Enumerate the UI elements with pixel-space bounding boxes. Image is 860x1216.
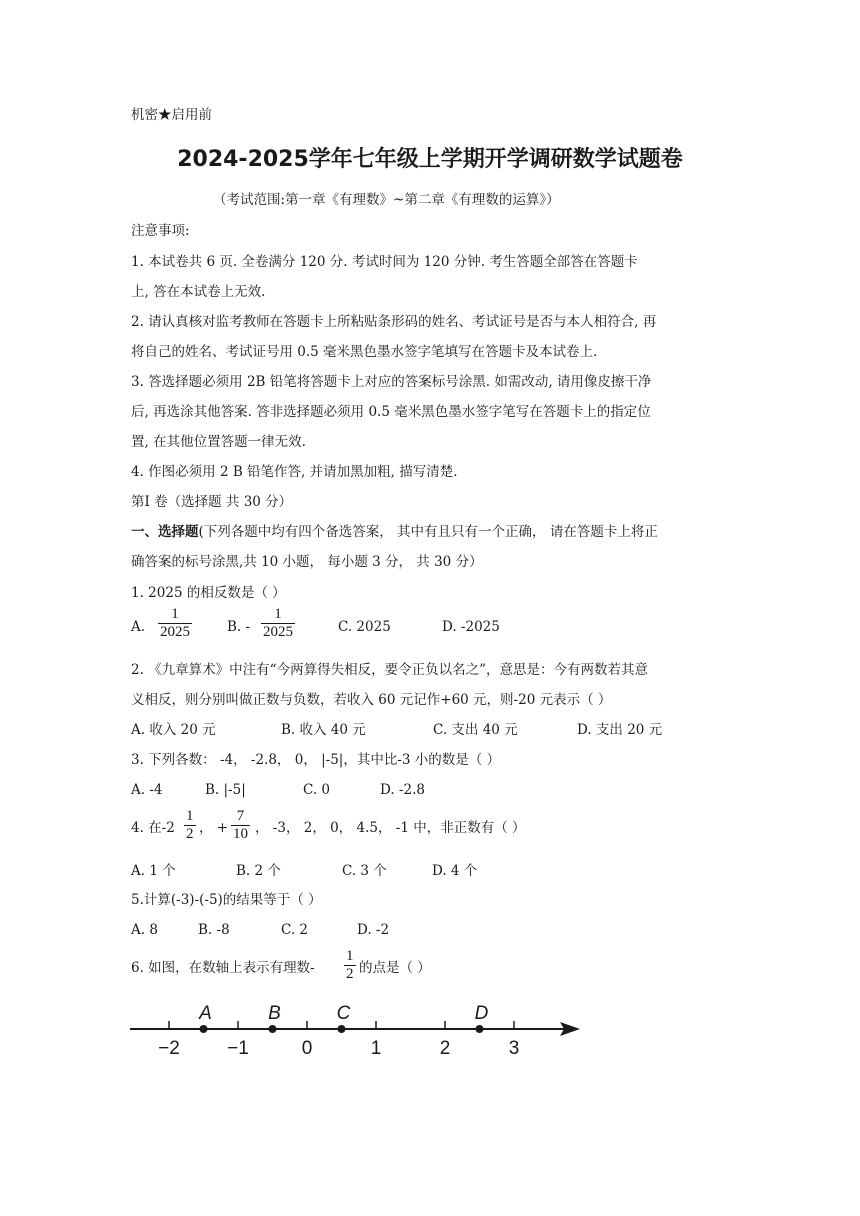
q3-option-a: A. -4	[131, 782, 163, 798]
note-3-line-2: 后, 再选涂其他答案. 答非选择题必须用 0.5 毫米黑色墨水签字笔写在答题卡上的指定位	[131, 404, 651, 420]
q2-stem-line-1: 2. 《九章算术》中注有“今两算得失相反，要令正负以名之”，意思是：今有两数若其意	[131, 662, 648, 678]
note-2-line-1: 2. 请认真核对监考教师在答题卡上所粘贴条形码的姓名、考试证号是否与本人相符合, 再	[131, 314, 657, 330]
note-3-line-3: 置, 在其他位置答题一律无效.	[131, 434, 306, 450]
q2-option-b: B. 收入 40 元	[281, 722, 366, 738]
point-D	[476, 1025, 484, 1033]
point-label-B: B	[268, 1003, 281, 1024]
section-1-title: 一、选择题	[131, 524, 199, 540]
tick-label-3: 3	[508, 1038, 520, 1059]
section-1-heading	[131, 522, 658, 542]
point-B	[269, 1025, 277, 1033]
part-1-heading: 第Ⅰ 卷（选择题 共 30 分）	[131, 494, 293, 510]
note-3-line-1: 3. 答选择题必须用 2B 铅笔将答题卡上对应的答案标号涂黑. 如需改动, 请用像皮擦干净	[131, 374, 652, 390]
q1-option-c: C. 2025	[338, 619, 391, 635]
q2-option-c: C. 支出 40 元	[433, 722, 518, 738]
q2-option-a: A. 收入 20 元	[131, 722, 216, 738]
q4-stem-suffix: ， -3， 2， 0， 4.5， -1 中，非正数有（ ）	[255, 820, 526, 836]
note-1-line-2: 上, 答在本试卷上无效.	[131, 284, 266, 300]
point-label-A: A	[199, 1003, 212, 1024]
point-C	[338, 1025, 346, 1033]
q5-option-d: D. -2	[357, 922, 390, 938]
section-1-instructions-line-2: 确答案的标号涂黑,共 10 小题， 每小题 3 分， 共 30 分）	[131, 554, 483, 570]
q4-option-c: C. 3 个	[342, 863, 387, 879]
q6-fraction: $\frac{1}{2}$	[346, 948, 354, 982]
confidential-mark: 机密★启用前	[131, 107, 212, 123]
q4-stem-prefix: 4. 在-2	[131, 820, 175, 836]
q1-option-d: D. -2025	[442, 619, 500, 635]
exam-scope: （考试范围:第一章《有理数》~第二章《有理数的运算》）	[213, 192, 560, 208]
number-line-figure	[125, 996, 585, 1062]
q6-stem-prefix: 6. 如图，在数轴上表示有理数-	[131, 960, 315, 976]
note-1-line-1: 1. 本试卷共 6 页. 全卷满分 120 分. 考试时间为 120 分钟. 考生答题全部答在答题卡	[131, 254, 638, 270]
tick-label-0: 0	[301, 1038, 313, 1059]
point-label-D: D	[474, 1003, 489, 1024]
point-label-C: C	[336, 1003, 351, 1024]
tick-label--1: −1	[227, 1038, 249, 1059]
q4-option-b: B. 2 个	[236, 863, 281, 879]
notes-heading: 注意事项:	[131, 223, 190, 239]
q6-stem-suffix: 的点是（ ）	[359, 960, 431, 976]
q4-option-a: A. 1 个	[131, 863, 176, 879]
q3-stem: 3. 下列各数： -4， -2.8， 0， |-5|，其中比-3 小的数是（ ）	[131, 752, 501, 768]
q3-option-c: C. 0	[303, 782, 331, 798]
q1-option-a-fraction: $\frac{1}{2025}$	[160, 606, 190, 640]
q3-option-b: B. |-5|	[205, 782, 246, 798]
tick-label--2: −2	[158, 1038, 180, 1059]
point-A	[200, 1025, 208, 1033]
q1-stem: 1. 2025 的相反数是（ ）	[131, 585, 286, 601]
tick-label-2: 2	[439, 1038, 451, 1059]
note-4: 4. 作图必须用 2 B 铅笔作答, 并请加黑加粗, 描写清楚.	[131, 464, 458, 480]
q4-fraction-2: $\frac{7}{10}$	[233, 808, 248, 842]
q1-option-a-label: A.	[131, 619, 146, 635]
q2-stem-line-2: 义相反，则分别叫做正数与负数，若收入 60 元记作+60 元，则-20 元表示（ ）	[131, 692, 612, 708]
tick-label-1: 1	[370, 1038, 382, 1059]
note-2-line-2: 将自己的姓名、考试证号用 0.5 毫米黑色墨水签字笔填写在答题卡及本试卷上.	[131, 344, 598, 360]
section-1-instructions: (下列各题中均有四个备选答案， 其中有且只有一个正确， 请在答题卡上将正	[198, 524, 658, 540]
q5-option-b: B. -8	[198, 922, 230, 938]
q1-option-b-fraction: $\frac{1}{2025}$	[263, 606, 293, 640]
q4-fraction-1: $\frac{1}{2}$	[186, 808, 194, 842]
q5-stem: 5.计算(-3)-(-5)的结果等于（ ）	[131, 892, 322, 908]
q5-option-c: C. 2	[281, 922, 309, 938]
q2-option-d: D. 支出 20 元	[577, 722, 663, 738]
q1-option-b-label: B. -	[227, 619, 251, 635]
q3-option-d: D. -2.8	[380, 782, 425, 798]
q4-option-d: D. 4 个	[432, 863, 478, 879]
q5-option-a: A. 8	[131, 922, 158, 938]
q4-stem-mid: ， +	[199, 820, 229, 836]
page-title: 2024-2025学年七年级上学期开学调研数学试题卷	[177, 147, 683, 172]
